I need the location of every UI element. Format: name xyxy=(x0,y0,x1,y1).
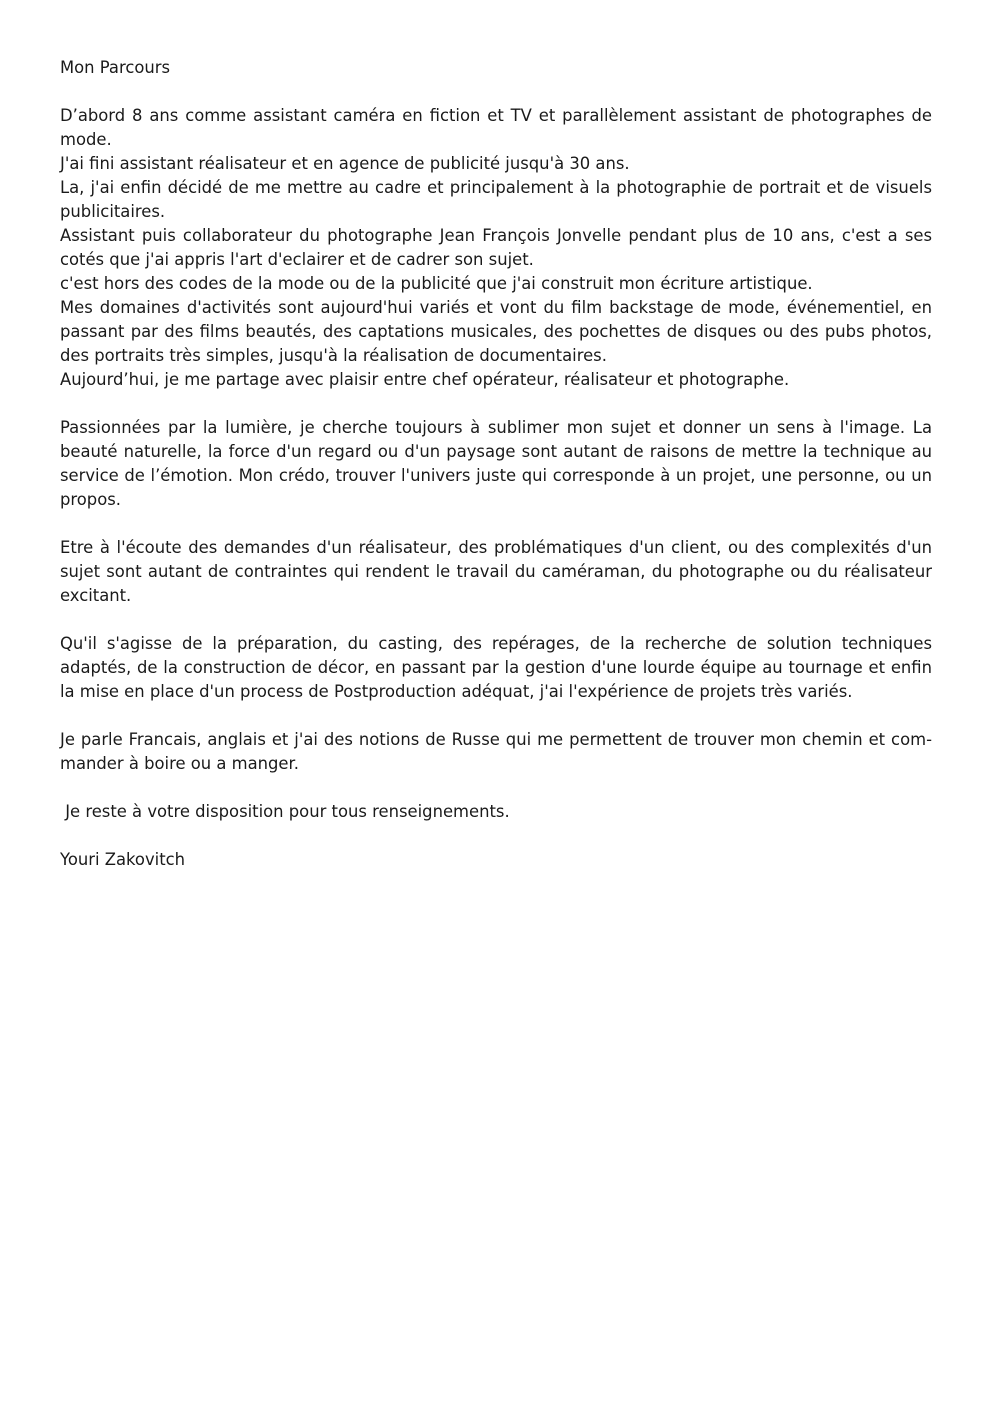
paragraph-ecoute: Etre à l'écoute des demandes d'un réalisateur, des problématiques d'un client, ou des complexités d'un sujet sont autant de contraintes qui rendent le travail du caméraman, du photographe ou du réalisateur excitant. xyxy=(60,538,932,605)
intro-line: Aujourd’hui, je me partage avec plaisir entre chef opérateur, réalisateur et photographe. xyxy=(60,370,790,389)
document-page xyxy=(60,56,932,872)
intro-line: J'ai fini assistant réalisateur et en agence de publicité jusqu'à 30 ans. xyxy=(60,154,630,173)
paragraph-langues: Je parle Francais, anglais et j'ai des notions de Russe qui me permettent de trouver mon chemin et commander à boire ou a manger. xyxy=(60,730,932,773)
paragraph-lumiere: Passionnées par la lumière, je cherche toujours à sublimer mon sujet et donner un sens à l'image. La beauté naturelle, la force d'un regard ou d'un paysage sont autant de raisons de mettre la technique au service de l’émotion. Mon crédo, trouver l'univers juste qui corresponde à un projet, une personne, ou un propos. xyxy=(60,418,932,509)
signature: Youri Zakovitch xyxy=(60,850,186,869)
intro-line: D’abord 8 ans comme assistant caméra en fiction et TV et parallèlement assistant de photographes de mode. xyxy=(60,106,932,149)
document-title: Mon Parcours xyxy=(60,58,171,77)
paragraph-experience: Qu'il s'agisse de la préparation, du casting, des repérages, de la recherche de solution techniques adaptés, de la construction de décor, en passant par la gestion d'une lourde équipe au tournage et enfin la mise en place d'un process de Postproduction adéquat, j'ai l'expérience de projets très variés. xyxy=(60,634,932,701)
intro-line: Assistant puis collaborateur du photographe Jean François Jonvelle pendant plus de 10 ans, c'est a ses cotés que j'ai appris l'art d'eclairer et de cadrer son sujet. xyxy=(60,226,932,269)
closing-line: Je reste à votre disposition pour tous renseignements. xyxy=(60,802,510,821)
intro-line: Mes domaines d'activités sont aujourd'hui variés et vont du film backstage de mode, événementiel, en passant par des films beautés, des captations musicales, des pochettes de disques ou des pubs photos, des portraits très simples, jusqu'à la réalisation de documentaires. xyxy=(60,298,932,365)
intro-block xyxy=(60,104,932,392)
intro-line: La, j'ai enfin décidé de me mettre au cadre et principalement à la photographie de portrait et de visuels publicitaires. xyxy=(60,178,932,221)
intro-line: c'est hors des codes de la mode ou de la publicité que j'ai construit mon écriture artistique. xyxy=(60,274,813,293)
